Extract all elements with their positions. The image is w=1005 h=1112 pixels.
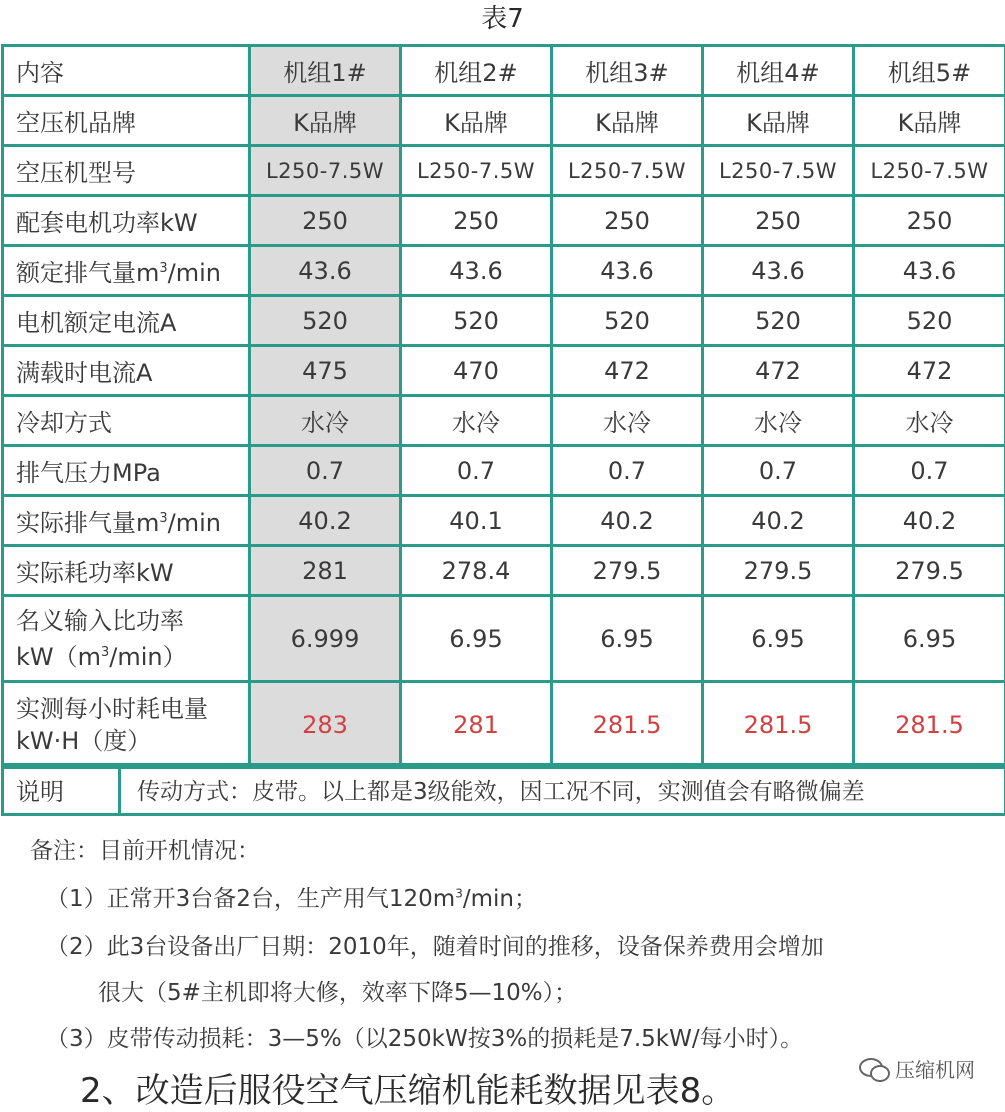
remark-unit: /min； xyxy=(462,886,537,912)
table-cell: 0.7 xyxy=(552,446,703,496)
table-cell: 281.5 xyxy=(552,682,703,768)
table-row xyxy=(3,96,1005,146)
table-cell: L250-7.5W xyxy=(250,146,401,196)
table-cell: 281.5 xyxy=(854,682,1005,768)
spec-table xyxy=(1,44,1005,769)
table-cell: K品牌 xyxy=(854,96,1005,146)
table-cell: 475 xyxy=(250,346,401,396)
label-text: 实际排气量m xyxy=(16,509,160,537)
table-cell: 283 xyxy=(250,682,401,768)
table-cell: 278.4 xyxy=(401,546,552,596)
table-cell: 水冷 xyxy=(552,396,703,446)
wechat-icon xyxy=(859,1056,889,1082)
remark-text: （1）正常开3台备2台，生产用气120m xyxy=(46,886,456,912)
table-cell: 250 xyxy=(401,196,552,246)
table-cell: 0.7 xyxy=(854,446,1005,496)
superscript: 3 xyxy=(159,511,168,526)
table-cell: 281.5 xyxy=(703,682,854,768)
section-heading: 2、改造后服役空气压缩机能耗数据见表8。 xyxy=(80,1071,736,1111)
remark-item xyxy=(46,880,537,913)
row-label xyxy=(3,246,250,296)
superscript: 3 xyxy=(101,644,110,660)
table-row xyxy=(3,246,1005,296)
table-title: 表7 xyxy=(481,4,524,34)
row-label: 冷却方式 xyxy=(3,396,250,446)
note-text: 传动方式：皮带。以上都是3级能效，因工况不同，实测值会有略微偏差 xyxy=(120,765,1005,815)
table-cell: 6.95 xyxy=(401,596,552,682)
row-label: 电机额定电流A xyxy=(3,296,250,346)
table-cell: K品牌 xyxy=(703,96,854,146)
table-cell: 279.5 xyxy=(854,546,1005,596)
table-cell: 281 xyxy=(250,546,401,596)
table-cell: 6.95 xyxy=(552,596,703,682)
table-cell: 水冷 xyxy=(401,396,552,446)
table-row xyxy=(3,396,1005,446)
table-cell: 43.6 xyxy=(552,246,703,296)
table-cell: L250-7.5W xyxy=(401,146,552,196)
table-row xyxy=(3,682,1005,768)
row-label xyxy=(3,596,250,682)
header-cell: 机组3# xyxy=(552,46,703,96)
remarks-heading: 备注：目前开机情况： xyxy=(30,838,260,864)
header-cell: 机组2# xyxy=(401,46,552,96)
watermark xyxy=(859,1054,975,1083)
table-row xyxy=(3,546,1005,596)
label-line xyxy=(16,637,248,673)
label-line: kW·H（度） xyxy=(16,726,152,755)
watermark-text: 压缩机网 xyxy=(895,1058,975,1082)
table-cell: L250-7.5W xyxy=(854,146,1005,196)
table-cell: 472 xyxy=(552,346,703,396)
row-label xyxy=(3,496,250,546)
table-row xyxy=(3,596,1005,682)
table-cell: 520 xyxy=(703,296,854,346)
table-cell: 250 xyxy=(854,196,1005,246)
table-cell: 520 xyxy=(854,296,1005,346)
table-row xyxy=(3,496,1005,546)
superscript: 3 xyxy=(159,261,168,276)
table-cell: 520 xyxy=(250,296,401,346)
table-cell: 0.7 xyxy=(250,446,401,496)
note-row xyxy=(3,765,1005,815)
table-cell: 470 xyxy=(401,346,552,396)
table-cell: 40.2 xyxy=(854,496,1005,546)
table-cell: 40.1 xyxy=(401,496,552,546)
table-cell: K品牌 xyxy=(401,96,552,146)
label-line: 名义输入比功率 xyxy=(16,606,184,635)
row-label xyxy=(3,682,250,768)
table-cell: 水冷 xyxy=(854,396,1005,446)
table-cell: 6.95 xyxy=(703,596,854,682)
table-cell: 40.2 xyxy=(703,496,854,546)
table-row xyxy=(3,296,1005,346)
header-cell: 机组1# xyxy=(250,46,401,96)
table-cell: 43.6 xyxy=(854,246,1005,296)
table-cell: 6.999 xyxy=(250,596,401,682)
table-cell: 279.5 xyxy=(703,546,854,596)
table-row xyxy=(3,146,1005,196)
remark-item-continued: 很大（5#主机即将大修，效率下降5—10%）； xyxy=(98,980,578,1006)
row-label: 配套电机功率kW xyxy=(3,196,250,246)
superscript: 3 xyxy=(455,886,463,901)
row-label: 空压机品牌 xyxy=(3,96,250,146)
label-unit: /min xyxy=(167,509,222,537)
table-cell: 520 xyxy=(552,296,703,346)
row-label: 空压机型号 xyxy=(3,146,250,196)
header-cell: 机组5# xyxy=(854,46,1005,96)
table-cell: 472 xyxy=(854,346,1005,396)
row-label: 实际耗功率kW xyxy=(3,546,250,596)
table-cell: 281 xyxy=(401,682,552,768)
table-cell: 水冷 xyxy=(250,396,401,446)
row-label: 满载时电流A xyxy=(3,346,250,396)
remark-item: （2）此3台设备出厂日期：2010年，随着时间的推移，设备保养费用会增加 xyxy=(46,934,824,960)
table-cell: 520 xyxy=(401,296,552,346)
table-cell: 水冷 xyxy=(703,396,854,446)
header-cell: 机组4# xyxy=(703,46,854,96)
table-cell: 6.95 xyxy=(854,596,1005,682)
table-cell: 0.7 xyxy=(703,446,854,496)
table-cell: 250 xyxy=(552,196,703,246)
table-row xyxy=(3,346,1005,396)
remark-item: （3）皮带传动损耗：3—5%（以250kW按3%的损耗是7.5kW/每小时）。 xyxy=(46,1026,804,1052)
table-cell: 279.5 xyxy=(552,546,703,596)
note-label: 说明 xyxy=(3,765,120,815)
label-line: 实测每小时耗电量 xyxy=(16,694,208,723)
label-text: kW（m xyxy=(16,642,102,671)
table-cell: 40.2 xyxy=(250,496,401,546)
table-cell: L250-7.5W xyxy=(552,146,703,196)
table-cell: K品牌 xyxy=(552,96,703,146)
label-text: 额定排气量m xyxy=(16,259,160,287)
table-cell: 250 xyxy=(250,196,401,246)
table-cell: L250-7.5W xyxy=(703,146,854,196)
note-table xyxy=(1,763,1005,816)
table-cell: 0.7 xyxy=(401,446,552,496)
table-cell: 472 xyxy=(703,346,854,396)
table-cell: 43.6 xyxy=(401,246,552,296)
table-cell: 43.6 xyxy=(250,246,401,296)
label-unit: /min xyxy=(167,259,222,287)
label-unit: /min） xyxy=(109,642,187,671)
table-cell: 43.6 xyxy=(703,246,854,296)
row-label: 排气压力MPa xyxy=(3,446,250,496)
table-row xyxy=(3,196,1005,246)
header-cell: 内容 xyxy=(3,46,250,96)
table-row xyxy=(3,446,1005,496)
header-row xyxy=(3,46,1005,96)
table-cell: 40.2 xyxy=(552,496,703,546)
table-cell: K品牌 xyxy=(250,96,401,146)
table-cell: 250 xyxy=(703,196,854,246)
